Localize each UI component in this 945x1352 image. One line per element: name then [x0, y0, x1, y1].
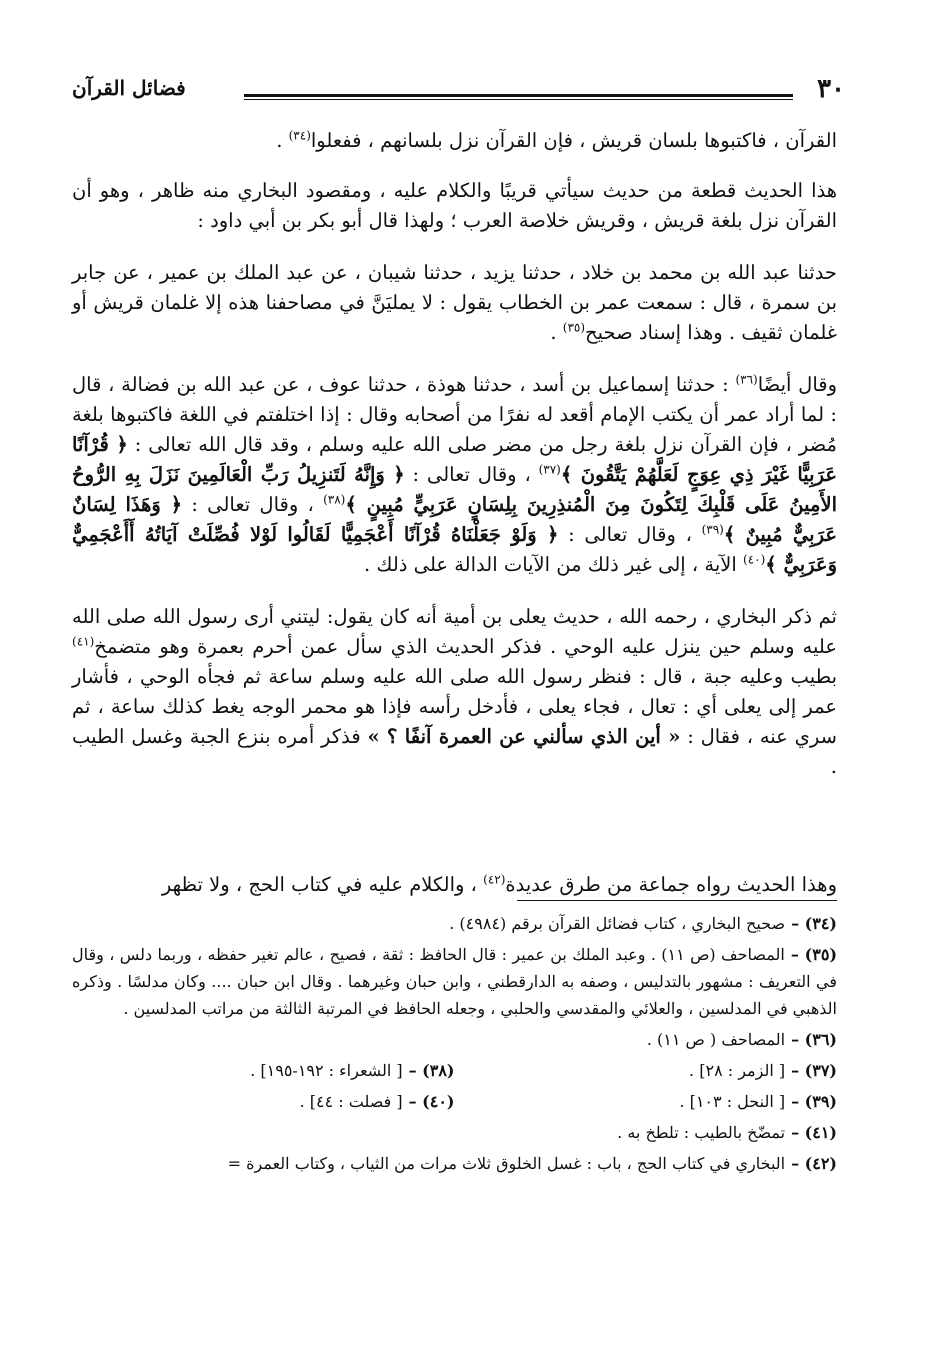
quran-verse: ﴿ وَلَوْ جَعَلْنَاهُ قُرْآنًا أَعْجَمِيًّا لَقَالُوا لَوْلا فُصِّلَتْ آيَاتُهُ أَأَعْجَمِيٌّ وَعَرَبِيٌّ ﴾ — [72, 523, 837, 576]
paragraph-6 — [72, 870, 837, 900]
paragraph-text: ثم ذكر البخاري ، رحمه الله ، حديث يعلى بن أمية أنه كان يقول: ليتني أرى رسول الله صلى الله عليه وسلم حين ينزل عليه الوحي . فذكر الحديث الذي سأل عمن أحرم بعمرة وهو متضمخ — [72, 605, 837, 658]
footnote-ref: (٣٤) — [288, 128, 311, 143]
footnote-text: تمضّخ بالطيب : تلطخ به . — [617, 1123, 786, 1142]
paragraph-text: بطيب وعليه جبة ، قال : فنظر رسول الله صلى الله عليه وسلم ساعة ثم فجأه الوحي ، فأشار عمر إلى يعلى أي : تعال ، فجاء يعلى ، فأدخل رأسه فإذا هو محمر الوجه يغط كذلك ساعة ، ثم سري عنه ، فقال : — [72, 665, 837, 748]
paragraph-5 — [72, 602, 837, 782]
quran-verse: ﴿ قُرْآنًا عَرَبِيًّا غَيْرَ ذِي عِوَجٍ لَعَلَّهُمْ يَتَّقُونَ ﴾ — [72, 433, 837, 486]
footnote-37 — [455, 1057, 838, 1084]
footnote-number: (٣٨) – — [408, 1061, 455, 1080]
paragraph-text: وقال أيضًا — [757, 373, 837, 396]
footnote-number: (٤٠) – — [408, 1092, 455, 1111]
quran-verse: ﴿ وَإِنَّهُ لَتَنزِيلُ رَبِّ الْعَالَمِينَ نَزَلَ بِهِ الرُّوحُ الأَمِينُ عَلَى قَلْبِكَ لِتَكُونَ مِنَ الْمُنذِرِينَ بِلِسَانٍ عَرَبِيٍّ مُبِينٍ ﴾ — [72, 463, 837, 516]
paragraph-text: . — [550, 321, 563, 344]
footnote-number: (٣٩) – — [791, 1092, 837, 1111]
footnote-separator — [517, 900, 837, 901]
paragraph-text: فذكر أمره بنزع الجبة وغسل الطيب . — [72, 725, 837, 778]
paragraph-text: ، وقال تعالى : — [558, 523, 702, 546]
footnote-ref: (٤٠) — [743, 552, 766, 567]
paragraph-text: ، وقال تعالى : — [404, 463, 539, 486]
page-header — [72, 72, 845, 112]
footnote-text: البخاري في كتاب الحج ، باب : غسل الخلوق ثلاث مرات من الثياب ، وكتاب العمرة = — [227, 1154, 786, 1173]
footnote-number: (٣٥) – — [790, 945, 838, 964]
footnote-number: (٤١) – — [791, 1123, 837, 1142]
paragraph-2: هذا الحديث قطعة من حديث سيأتي قريبًا والكلام عليه ، ومقصود البخاري منه ظاهر ، وهو أن القرآن نزل بلغة قريش ، وقريش خلاصة العرب ؛ ولهذا قال أبو بكر بن أبي داود : — [72, 179, 837, 232]
paragraph-text: ، وقال تعالى : — [182, 493, 324, 516]
footnote-39 — [455, 1088, 838, 1115]
footnotes — [72, 910, 837, 1181]
hadith-quote: « أين الذي سألني عن العمرة آنفًا ؟ » — [367, 725, 681, 748]
footnote-36 — [72, 1026, 837, 1053]
footnote-ref: (٣٨) — [323, 492, 346, 507]
paragraph-4 — [72, 370, 837, 580]
footnote-42 — [72, 1150, 837, 1177]
footnote-ref: (٤٢) — [483, 872, 506, 887]
footnote-row — [72, 1088, 837, 1115]
footnote-text: [ النحل : ١٠٣] . — [679, 1092, 786, 1111]
footnote-34 — [72, 910, 837, 937]
paragraph-text: : حدثنا إسماعيل بن أسد ، حدثنا هوذة ، حدثنا عوف ، عن عبد الله بن فضالة ، قال : لما أراد عمر أن يكتب الإمام أقعد له نفرًا من أصحابه وقال : إذا اختلفتم في اللغة فاكتبوها بلغة مُضر ، فإن القرآن نزل بلغة رجل من مضر صلى الله عليه وسلم ، وقد قال الله تعالى : — [72, 373, 837, 456]
quran-verse: ﴿ وَهَذَا لِسَانٌ عَرَبِيٌّ مُبِينٌ ﴾ — [72, 493, 837, 546]
footnote-number: (٣٦) – — [791, 1030, 837, 1049]
paragraph-text: وهذا الحديث رواه جماعة من طرق عديدة — [505, 873, 837, 896]
paragraph-text: القرآن ، فاكتبوها بلسان قريش ، فإن القرآن نزل بلسانهم ، ففعلوا — [310, 129, 837, 152]
footnote-40 — [72, 1088, 455, 1115]
footnote-row — [72, 1057, 837, 1084]
footnote-ref: (٣٩) — [701, 522, 724, 537]
paragraph-text: حدثنا عبد الله بن محمد بن خلاد ، حدثنا يزيد ، حدثنا شيبان ، عن عبد الملك بن عمير ، عن جابر بن سمرة ، قال : سمعت عمر بن الخطاب يقول : لا يمليَنَّ في مصاحفنا هذه إلا غلمان قريش أو غلمان ثقيف . وهذا إسناد صحيح — [72, 261, 837, 344]
paragraph-1 — [72, 126, 837, 156]
footnote-text: [ الشعراء : ١٩٢-١٩٥] . — [250, 1061, 403, 1080]
footnote-ref: (٣٥) — [562, 320, 586, 335]
footnote-35 — [72, 941, 837, 1022]
footnote-number: (٣٧) – — [791, 1061, 837, 1080]
paragraph-3 — [72, 258, 837, 348]
footnote-text: صحيح البخاري ، كتاب فضائل القرآن برقم (٤٩٨٤) . — [449, 914, 786, 933]
footnote-text: [ فصلت : ٤٤] . — [299, 1092, 403, 1111]
footnote-text: [ الزمر : ٢٨] . — [689, 1061, 786, 1080]
footnote-41 — [72, 1119, 837, 1146]
footnote-number: (٤٢) – — [791, 1154, 837, 1173]
footnote-number: (٣٤) – — [791, 914, 837, 933]
book-title: فضائل القرآن — [72, 76, 186, 100]
footnote-ref: (٣٦) — [735, 372, 758, 387]
main-text — [72, 126, 837, 804]
paragraph-text: الآية ، إلى غير ذلك من الآيات الدالة على ذلك . — [364, 553, 744, 576]
footnote-38 — [72, 1057, 455, 1084]
footnote-ref: (٤١) — [72, 634, 95, 649]
paragraph-text: ، والكلام عليه في كتاب الحج ، ولا تظهر — [161, 873, 484, 896]
header-rule — [244, 94, 793, 100]
page-number: ٣٠ — [817, 74, 845, 104]
footnote-ref: (٣٧) — [538, 462, 561, 477]
footnote-text: المصاحف ( ص ١١) . — [646, 1030, 786, 1049]
footnote-text: المصاحف (ص ١١) . وعبد الملك بن عمير : قال الحافظ : ثقة ، فصيح ، عالم تغير حفظه ، وربما دلس ، وقال في التعريف : مشهور بالتدليس ، وصفه به الدارقطني ، وابن حبان وغيرهما . وقال ابن حبان .... وكان مدلسًا . وذكره الذهبي في المدلسين ، والعلائي والمقدسي والحلبي ، وجعله الحافظ في المرتبة الثالثة من مراتب المدلسين . — [72, 945, 837, 1018]
paragraph-text: . — [276, 129, 289, 152]
